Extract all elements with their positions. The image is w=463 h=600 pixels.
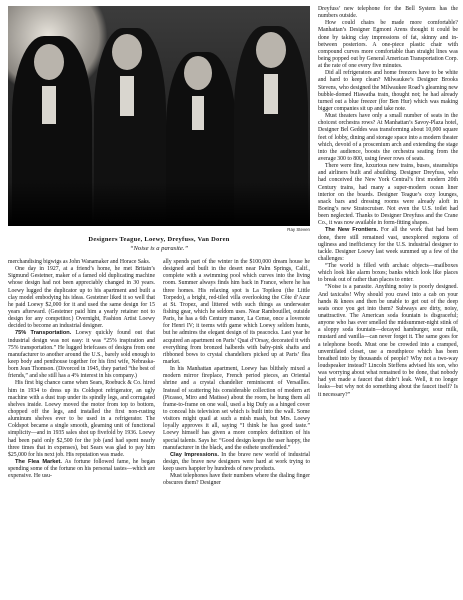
paragraph: His first big chance came when Sears, Roebuck & Co. hired him in 1934 to dress up its Coldspot refrigerator, an ugly machine with a dust trap under its spindly legs, and corrugated shelves inside. Loewy moved the motor from top to bottom, chopped off the legs, and installed the first non-rusting aluminum shelves ever to be used in a refrigerator. The Coldspot became a single smooth, gleaming unit of functional simplicity—and in 1935 sales shot up fivefold by 1936. Loewy had been paid only $2,500 for the job (and had spent nearly three times that in expenses), but Sears was glad to pay him $25,000 for his next job. His reputation was made. [8,380,155,458]
person-head [112,34,142,70]
paragraph: How could chairs be made more comfortable? Manhattan’s Designer Egmont Arens thought it could be done by taking clay impressions of fat, skinny and in-between posteriors. A one-piece plastic chair with compound curves more comfortable than straight lines was being popped out by General American Transportation Corp. at the rate of one every five minutes. [318,20,458,70]
paragraph-text: Loewy quickly found out that industrial design was not easy: it was “25% inspiration and 75% transportation.” He lugged briefcases of designs from one manufacturer to another around the U.S., barely sold enough to keep body and penthouse together for his first wife, Nebraska-born Jean Thomson. (Divorced in 1945, they parted “the best of friends,” and she still has a 4% interest in his company.) [8,330,155,380]
paragraph: merchandising bigwigs as John Wanamaker and Horace Saks. [8,259,151,265]
person-head [34,44,64,80]
paragraph: ally spends part of the winter in the $100,000 dream house he designed and built in the desert near Palm Springs, Calif., complete with a swimming pool which curves into the living room. Summer always finds him back in France, where he has three homes. His relaxing spot is La Topikou (the Little Torpedo), a bright, red-tiled villa overlooking the Côte d’Azur at St. Tropez, and littered with such things as underwater fishing gear, which he seldom uses. Near Rambouillet, outside Paris, he has a 6th Century manor, La Cense, once a lovenote for Henri IV; it teems with game which Loewy seldom hunts, but he admires the elegant design of its peacocks. Last year he acquired an apartment on Paris’ Quai d’Orsay, decorated it with everything from bronzed halberds with baby-pink shafts and ribboned bows to crystal chandeliers picked up at Paris’ flea market. [163,259,310,365]
paragraph [8,330,155,380]
paragraph: In his Manhattan apartment, Loewy has blithely mixed a modern mirror fireplace, French period pieces, an Oriental shrine and a crystal chandelier reminiscent of Versailles. Instead of scattering his considerable collection of modern art (Picasso, Miro and Matisse) about the room, he hung them all frame-to-frame on one wall, used a big Dufy as a hinged cover to conceal his television set which is built into the wall. Some visitors might quail at such a mish mash, but Mrs. Loewy loyally approves it all, saying “I think he has good taste.” Loewy himself has given a more complex definition of his special talents. Says he: “Good design keeps the user happy, the manufacturer in the black, and the esthete unoffended.” [163,366,310,451]
section-heading: The Flea Market. [15,458,62,465]
paragraph: Dreyfuss’ new telephone for the Bell System has the numbers outside. [318,6,458,20]
paragraph [318,227,458,263]
paragraph-text: In the brave new world of industrial design, the brave new designers were hard at work trying to keep users happier by hundreds of new products. [163,451,310,473]
paragraph: “Noise is a parasite. Anything noisy is poorly designed. And taxicabs! Why should you crawl into a cab on your hands & knees and then be unable to get out of the deep seats once you get into them? Subways are dirty, noisy, unattractive. The American soda fountain is disgraceful; anyone who has ever smelled the midsummer-night stink of a sloppy soda fountain—decayed hamburger, sour milk, mustard and vanilla—can never forget it. The same goes for a telephone booth. Must one be crowded into a cramped, unventilated closet, use a mouthpiece which has been breathed into by thousands of people? Why not a two-way loudspeaker instead? Lincoln Steffens advised his son, who was worrying about what remained to be done, that nobody had yet made a faucet that didn’t leak. Well, it no longer leaks—but why not do something about the faucet itself? Is it necessary?” [318,284,458,398]
paragraph-text: For all the work that had been done, there still remained vast, unexplored regions of ugliness and inefficiency for the U.S. industrial designer to tackle. Designer Loewy last week summed up a few of the challenges: [318,227,458,262]
paragraph: Did all refrigerators and home freezers have to be white and hard to keep clean? Milwaukee’s Designer Brooks Stevens, who designed the Milwaukee Road’s gleaming new bubble-domed Hiawatha train, thought not; he had already turned out a blue freezer (for Ben Hur) which was making bigger companies sit up and take note. [318,70,458,112]
paragraph [163,452,310,473]
person-shirt [264,74,278,114]
photo-caption-quote: “Noise is a parasite.” [129,245,189,252]
paragraph: One day in 1927, at a friend’s home, he met Britain’s Sigmund Gestetner, maker of a famed old duplicating machine whose design had not been appreciably changed in 30 years. Loewy lugged the duplicator up to his apartment and built a clay model embodying his ideas. Gestetner liked it so well that he paid Loewy $2,000 for it and used the same design for 15 years afterward. (Gestetner paid him a yearly retainer not to design for any competitor.) Overnight, Fashion Artist Loewy decided to become an industrial designer. [8,266,155,330]
paragraph [8,459,155,480]
person-shirt [192,96,204,130]
photo-caption-names: Designers Teague, Loewy, Dreyfuss, Van Doren [88,236,230,243]
section-heading: The New Frontiers. [325,227,379,234]
person-shirt [42,86,56,124]
section-heading: 75% Transportation. [15,330,72,337]
section-heading: Clay Impressions. [170,451,219,458]
paragraph: “The world is filled with archaic objects—mailboxes which look like alarm boxes; banks which look like places to break out of rather than places to enter. [318,263,458,284]
person-head [256,32,286,68]
person-head [184,56,212,90]
text-column-1 [8,259,155,480]
paragraph: Must theaters have only a small number of seats in the choicest orchestra rows? At Manhattan’s Savoy-Plaza hotel, Designer Bel Geddes was transforming about 10,000 square feet of lobby, dining and storage space into a modern theater which, devoid of a proscenium arch and extending the stage into the audience, boosts the orchestra seating from the average 300 to 800, using fewer rows of seats. [318,113,458,162]
text-column-3 [318,6,458,399]
group-photo [8,6,310,226]
paragraph: Must telephones have their numbers where the dialing finger obscures them? Designer [163,473,310,487]
paragraph: There were fine, luxurious new trains, buses, steamships and airliners built and abuilding. Designer Dreyfuss, who had conceived the New York Central’s first modern 20th Century trains, had many a super-modern ocean liner interior on the boards. Designer Teague’s cozy lounges, snack bars and dressing rooms were already aloft in Boeing’s new Stratocruiser. Not even the U.S. toilet had been neglected. Thanks to Designer Dreyfuss and the Crane Co., it was now available in form-fitting shapes. [318,163,458,227]
text-column-2 [163,259,310,488]
paragraph-text: As fortune followed fame, he began spending some of the fortune on his personal tastes—which are expensive. He usu- [8,458,155,480]
photo-shadow [8,182,310,226]
photo-credit: Ray Steven [287,227,310,232]
person-shirt [120,76,134,116]
